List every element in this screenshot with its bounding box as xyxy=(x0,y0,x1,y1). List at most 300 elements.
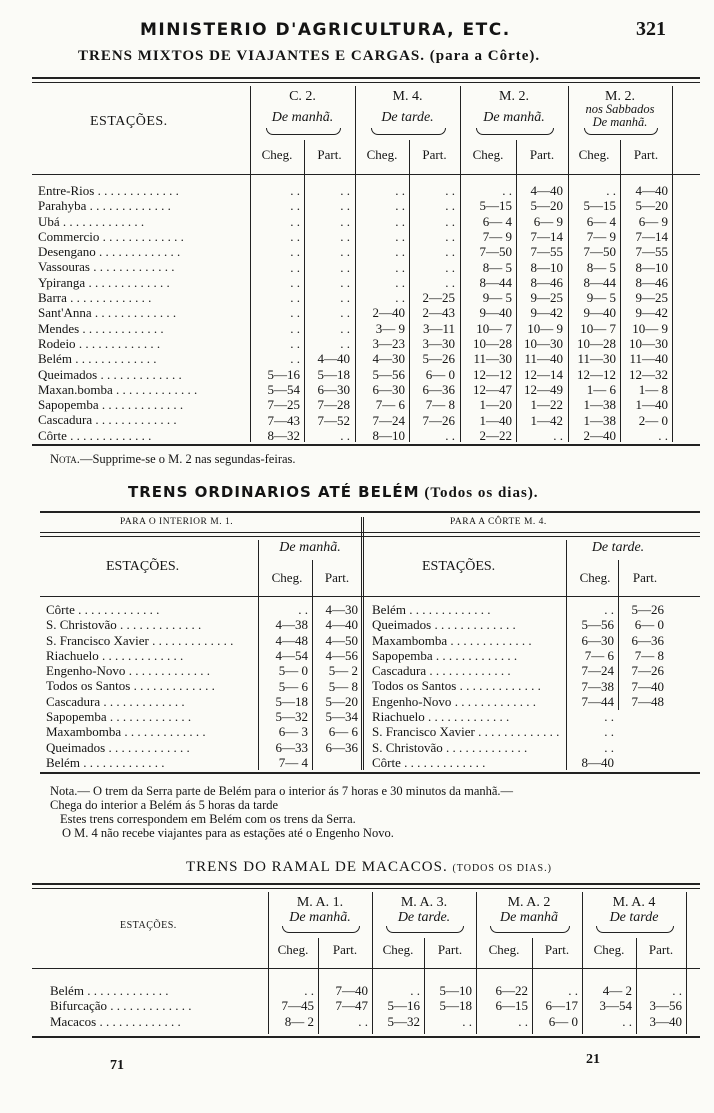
table1-cell: . . xyxy=(445,183,455,198)
station-name: Cascadura xyxy=(38,412,93,428)
table1-col4-part: Part. xyxy=(633,147,659,162)
running-title: MINISTERIO D'AGRICULTURA, ETC. xyxy=(140,20,511,40)
leader-dots: . . . . . . . . . . . . . xyxy=(105,739,190,755)
table1-cell: 1—20 xyxy=(479,397,512,413)
table3-cell: . . xyxy=(462,1013,472,1029)
table2-cell: . . xyxy=(298,602,308,617)
table1-cell: 10— 7 xyxy=(476,320,512,336)
table3-col1-part: Part. xyxy=(332,942,358,957)
table3-col1-code: M. A. 1. xyxy=(296,895,344,910)
table2-cell: 5—56 xyxy=(581,617,614,633)
table2-cell: 6—36 xyxy=(325,739,358,755)
table3-col3-cheg: Cheg. xyxy=(488,942,520,957)
station-name: Maxambomba xyxy=(372,632,448,648)
leader-dots: . . . . . . . . . . . . . xyxy=(97,366,182,382)
table2-head-rule-2 xyxy=(40,536,700,537)
table1-cell: 3—23 xyxy=(372,336,405,351)
table1-col1-cheg: Cheg. xyxy=(261,147,293,162)
t2-lnames-0 xyxy=(46,602,252,617)
t2-lnames-9 xyxy=(46,740,252,755)
leader-dots: . . . . . . . . . . . . . xyxy=(86,198,171,214)
table2-cell: 7—40 xyxy=(631,678,664,694)
footer-left-signature: 71 xyxy=(110,1058,124,1073)
table1-cell: 8—10 xyxy=(372,427,405,443)
table2-cell: 5—34 xyxy=(325,709,358,725)
table1-cell: . . xyxy=(290,259,300,275)
table2-right-cheg: Cheg. xyxy=(579,570,611,585)
table1-cell: . . xyxy=(445,274,455,290)
t2-rnames-10 xyxy=(372,755,560,770)
table1-cell: 1—38 xyxy=(583,397,616,413)
table1-cell: . . xyxy=(290,183,300,198)
station-name: Bifurcação xyxy=(50,998,108,1014)
table1-cell: . . xyxy=(290,351,300,367)
table1-cell: 7— 9 xyxy=(482,228,512,244)
table2-cell: 5—26 xyxy=(631,602,664,617)
table1-col1-code: C. 2. xyxy=(289,89,316,104)
station-name: Engenho-Novo xyxy=(46,663,126,679)
table2-cell: 5—18 xyxy=(275,693,308,709)
table3-col4-brace xyxy=(596,926,674,933)
table1-cell: 3—11 xyxy=(422,320,455,336)
leader-dots: . . . . . . . . . . . . . xyxy=(100,693,185,709)
table1-cell: . . xyxy=(395,259,405,275)
station-name: Todos os Santos xyxy=(372,678,457,694)
table1-cell: 6—36 xyxy=(422,381,455,397)
table1-cell: 10— 9 xyxy=(632,320,668,336)
table1-cell: . . xyxy=(395,198,405,214)
table2-right-time: De tarde. xyxy=(591,540,645,555)
table3-col3-code: M. A. 2 xyxy=(507,895,551,910)
t2-rnames-1 xyxy=(372,617,560,632)
table2-cell: 5— 8 xyxy=(328,678,358,694)
leader-dots: . . . . . . . . . . . . . xyxy=(107,998,192,1014)
table1-cell: 7—55 xyxy=(530,244,563,260)
leader-dots: . . . . . . . . . . . . . xyxy=(91,305,177,321)
table1-cell: 11—30 xyxy=(577,351,616,367)
station-name: Côrte xyxy=(38,427,67,443)
station-name: Queimados xyxy=(38,366,98,382)
table1-cell: 1—40 xyxy=(479,412,512,428)
table1-cell: . . xyxy=(445,228,455,244)
table1-cell: 6— 4 xyxy=(482,213,512,229)
station-name: Belém xyxy=(50,983,84,998)
table1-cell: 7—26 xyxy=(422,412,455,428)
page-number: 321 xyxy=(636,18,666,40)
table3-title-suffix: (TODOS OS DIAS.) xyxy=(452,863,552,874)
table3-cell: 8— 2 xyxy=(284,1013,314,1029)
station-name: Commercio xyxy=(38,228,100,244)
t3-vline-right xyxy=(686,892,687,1034)
table3-cell: . . xyxy=(622,1013,632,1029)
leader-dots: . . . . . . . . . . . . . xyxy=(456,678,541,694)
station-name: Ubá xyxy=(38,213,60,229)
table1-cell: 10—28 xyxy=(473,336,512,351)
table1-col4-code: M. 2. xyxy=(605,89,635,104)
table3-cell: 5—16 xyxy=(387,998,420,1014)
t2-rnames-4 xyxy=(372,663,560,678)
table3-top-rule xyxy=(32,883,700,885)
leader-dots: . . . . . . . . . . . . . xyxy=(98,647,184,663)
leader-dots: . . . . . . . . . . . . . xyxy=(59,213,145,229)
t3-names-0 xyxy=(50,983,256,998)
table1-cell: 9—40 xyxy=(583,305,616,321)
table2-cell: 7— 8 xyxy=(634,647,664,663)
table1-title xyxy=(78,48,540,65)
table2-note-2: Chega do interior a Belém ás 5 horas da tarde xyxy=(50,798,279,812)
table1-cell: . . xyxy=(340,427,350,443)
t1-names-10 xyxy=(38,336,244,351)
table3-col2-part: Part. xyxy=(437,942,463,957)
leader-dots: . . . . . . . . . . . . . xyxy=(405,602,491,617)
table1-station-names xyxy=(38,183,244,443)
t1-names-14 xyxy=(38,397,244,412)
leader-dots: . . . . . . . . . . . . . xyxy=(74,602,160,617)
table1-cell: 12—47 xyxy=(473,381,512,397)
table1-cell: . . xyxy=(502,183,512,198)
table2-title-main: TRENS ORDINARIOS ATÉ BELÉM xyxy=(128,483,420,501)
leader-dots: . . . . . . . . . . . . . xyxy=(121,724,206,740)
table1-cell: 7— 9 xyxy=(586,228,616,244)
table1-top-rule xyxy=(32,77,700,79)
table1-cell: 2—43 xyxy=(422,305,455,321)
t2-lnames-6 xyxy=(46,694,252,709)
table1-note-label: Nota. xyxy=(50,452,80,466)
leader-dots: . . . . . . . . . . . . . xyxy=(94,183,179,198)
table1-cell: 8—46 xyxy=(530,274,563,290)
table1-note xyxy=(50,452,296,467)
table2-cell: 8—40 xyxy=(581,755,614,770)
table1-col1-brace xyxy=(266,128,341,135)
table3-cell: 6— 0 xyxy=(548,1013,578,1029)
table1-cell: 12—12 xyxy=(473,366,512,382)
table1-cell: 8—46 xyxy=(635,274,668,290)
table1-cell: 10— 7 xyxy=(580,320,616,336)
table2-cell: 5— 0 xyxy=(278,663,308,679)
table1-cell: . . xyxy=(445,198,455,214)
t2-vline-mid xyxy=(361,517,364,770)
t2-lnames-8 xyxy=(46,724,252,739)
table1-cell: . . xyxy=(395,244,405,260)
t1-names-12 xyxy=(38,367,244,382)
t2-lnames-2 xyxy=(46,633,252,648)
table2-cell: 7— 6 xyxy=(584,647,614,663)
table2-cell: 7— 4 xyxy=(278,755,308,770)
table2-title xyxy=(128,483,539,502)
table3-top-rule-2 xyxy=(32,888,700,889)
table1-cell: . . xyxy=(395,228,405,244)
table1-col2-time: De tarde. xyxy=(381,110,434,125)
table1-cell: . . xyxy=(290,198,300,214)
table1-cell: 4—40 xyxy=(635,183,668,198)
station-name: S. Francisco Xavier xyxy=(372,724,475,740)
table3-cell: . . xyxy=(410,983,420,998)
table1-cell: 9—42 xyxy=(530,305,563,321)
table1-cell: . . xyxy=(553,427,563,443)
table1-cell: 7—25 xyxy=(267,397,300,413)
t2-rnames-2 xyxy=(372,633,560,648)
table1-cell: . . xyxy=(395,183,405,198)
t1-names-15 xyxy=(38,412,244,427)
table2-cell: 4—40 xyxy=(325,617,358,633)
table1-cell: 1— 8 xyxy=(638,381,668,397)
station-name: Belém xyxy=(38,351,72,367)
table2-cell: 7—44 xyxy=(581,693,614,709)
table1-cell: 5—20 xyxy=(635,198,668,214)
table2-cell: 4—56 xyxy=(325,647,358,663)
table1-cell: 7—50 xyxy=(583,244,616,260)
table1-cell: . . xyxy=(340,183,350,198)
t2-rnames-9 xyxy=(372,740,560,755)
table1-top-rule-2 xyxy=(32,82,700,83)
table3-cell: 7—45 xyxy=(281,998,314,1014)
leader-dots: . . . . . . . . . . . . . xyxy=(451,693,536,709)
t1-names-5 xyxy=(38,259,244,274)
table1-stations-label: ESTAÇÕES. xyxy=(90,114,168,129)
table1-head-rule xyxy=(32,174,700,175)
table1-cell: 8—10 xyxy=(530,259,563,275)
table2-left-part: Part. xyxy=(324,570,350,585)
table3-cell: 5—18 xyxy=(439,998,472,1014)
table1-cell: 12—49 xyxy=(524,381,563,397)
station-name: Maxambomba xyxy=(46,724,122,740)
table1-cell: . . xyxy=(340,244,350,260)
station-name: Ypiranga xyxy=(38,274,86,290)
table1-cell: 7— 6 xyxy=(375,397,405,413)
table2-cell: 4—48 xyxy=(275,632,308,648)
table1-cell: 8— 5 xyxy=(586,259,616,275)
t3-names-2 xyxy=(50,1014,256,1029)
table1-title-suffix: (para a Côrte). xyxy=(429,48,541,64)
table1-cell: . . xyxy=(658,427,668,443)
station-name: Queimados xyxy=(46,739,106,755)
table1-cell: 7—24 xyxy=(372,412,405,428)
table1-cell: 4—40 xyxy=(530,183,563,198)
table1-cell: 4—30 xyxy=(372,351,405,367)
table2-body-rule xyxy=(40,596,700,597)
table1-cell: 5—26 xyxy=(422,351,455,367)
table1-cell: . . xyxy=(340,320,350,336)
table3-title-main: TRENS DO RAMAL DE MACACOS. xyxy=(186,859,448,875)
station-name: Entre-Rios xyxy=(38,183,95,198)
station-name: Cascadura xyxy=(46,693,101,709)
t3-names-1 xyxy=(50,998,256,1013)
table3-col1-cheg: Cheg. xyxy=(277,942,309,957)
table1-cell: 11—40 xyxy=(629,351,668,367)
station-name: Parahyba xyxy=(38,198,87,214)
leader-dots: . . . . . . . . . . . . . xyxy=(79,754,165,770)
table1-cell: 7— 8 xyxy=(425,397,455,413)
table1-cell: 8—10 xyxy=(635,259,668,275)
table1-cell: . . xyxy=(445,244,455,260)
leader-dots: . . . . . . . . . . . . . xyxy=(83,983,169,998)
table1-col4-cheg: Cheg. xyxy=(578,147,610,162)
table1-col3-code: M. 2. xyxy=(499,89,529,104)
table1-cell: 2— 0 xyxy=(638,412,668,428)
t2-rnames-5 xyxy=(372,678,560,693)
table2-cell: 7—24 xyxy=(581,663,614,679)
table3-col1-brace xyxy=(282,926,360,933)
leader-dots: . . . . . . . . . . . . . xyxy=(98,397,184,413)
station-name: Riachuelo xyxy=(46,647,99,663)
table2-cell: 4—38 xyxy=(275,617,308,633)
table3-cell: 5—32 xyxy=(387,1013,420,1029)
table3-col2-cheg: Cheg. xyxy=(382,942,414,957)
table1-col1-part: Part. xyxy=(317,147,342,162)
table1-cell: . . xyxy=(290,274,300,290)
table1-note-text: —Supprime-se o M. 2 nas segundas-feiras. xyxy=(79,452,296,466)
station-name: Rodeio xyxy=(38,335,76,351)
table1-cell: 9—25 xyxy=(635,290,668,306)
table1-cell: . . xyxy=(290,336,300,351)
t1-names-4 xyxy=(38,244,244,259)
table1-col3-cheg: Cheg. xyxy=(472,147,504,162)
station-name: Queimados xyxy=(372,617,432,633)
table1-cell: 10— 9 xyxy=(527,320,563,336)
table1-cell: . . xyxy=(290,244,300,260)
table1-cell: 10—30 xyxy=(524,336,563,351)
table2-cell: . . xyxy=(604,602,614,617)
station-name: Maxan.bomba xyxy=(38,381,113,397)
table2-title-suffix: (Todos os dias). xyxy=(424,485,539,501)
table1-cell: . . xyxy=(395,274,405,290)
table2-cell: . . xyxy=(604,724,614,740)
table2-right-stations-label: ESTAÇÕES. xyxy=(422,559,496,574)
table1-cell: 6—30 xyxy=(372,381,405,397)
table2-cell: 6— 6 xyxy=(328,724,358,740)
table2-left-stations-label: ESTAÇÕES. xyxy=(106,559,180,574)
table1-cell: 2—40 xyxy=(372,305,405,321)
table1-cell: . . xyxy=(395,290,405,306)
station-name: Sapopemba xyxy=(46,709,107,725)
station-name: Belém xyxy=(372,602,406,617)
table2-cell: 7—48 xyxy=(631,693,664,709)
leader-dots: . . . . . . . . . . . . . xyxy=(92,412,177,428)
t2-rnames-0 xyxy=(372,602,560,617)
table1-col4-time: De manhã. xyxy=(592,115,648,129)
table1-cell: 5—15 xyxy=(479,198,512,214)
table1-cell: 1—38 xyxy=(583,412,616,428)
table1-cell: . . xyxy=(290,320,300,336)
table3-col3-part: Part. xyxy=(544,942,570,957)
table1-cell: 2—40 xyxy=(583,427,616,443)
t2-lnames-10 xyxy=(46,755,252,770)
table3-col3-brace xyxy=(490,926,570,933)
table2-cell: 6— 3 xyxy=(278,724,308,740)
t1-names-11 xyxy=(38,351,244,366)
t1-vline-right xyxy=(672,86,673,442)
table2-head-rule-1 xyxy=(40,532,700,533)
table3-cell: 6—15 xyxy=(495,998,528,1014)
station-name: S. Christovão xyxy=(46,617,117,633)
table3-cell: 4— 2 xyxy=(602,983,632,998)
station-name: Mendes xyxy=(38,320,80,336)
table1-cell: 4—40 xyxy=(317,351,350,367)
table2-left-time: De manhã. xyxy=(279,540,341,555)
table1-cell: 1—40 xyxy=(635,397,668,413)
table1-cell: 1—22 xyxy=(530,397,563,413)
t1-names-13 xyxy=(38,382,244,397)
table1-cell: 9— 5 xyxy=(482,290,512,306)
table3-cell: 6—22 xyxy=(495,983,528,998)
leader-dots: . . . . . . . . . . . . . xyxy=(85,274,170,290)
table1-cell: . . xyxy=(290,290,300,306)
leader-dots: . . . . . . . . . . . . . xyxy=(106,709,192,725)
table2-cell: 5—20 xyxy=(325,693,358,709)
table1-cell: 5—56 xyxy=(372,366,405,382)
table2-cell: . . xyxy=(604,739,614,755)
table3-col2-brace xyxy=(386,926,464,933)
table1-cell: 3—30 xyxy=(422,336,455,351)
leader-dots: . . . . . . . . . . . . . xyxy=(95,244,181,260)
table1-cell: 12—32 xyxy=(629,366,668,382)
table2-left-head: PARA O INTERIOR M. 1. xyxy=(120,517,234,527)
table3-col1-time: De manhã. xyxy=(289,910,351,925)
t1-names-1 xyxy=(38,198,244,213)
station-name: Engenho-Novo xyxy=(372,693,452,709)
table1-cell: 9—42 xyxy=(635,305,668,321)
table1-cell: 11—40 xyxy=(524,351,563,367)
station-name: Vassouras xyxy=(38,259,90,275)
t1-names-6 xyxy=(38,275,244,290)
table1-cell: 11—30 xyxy=(473,351,512,367)
leader-dots: . . . . . . . . . . . . . xyxy=(130,678,215,694)
t2-lnames-3 xyxy=(46,648,252,663)
table1-cell: 1—42 xyxy=(530,412,563,428)
table2-cell: 6—30 xyxy=(581,632,614,648)
table1-col4-code-note: nos Sabbados xyxy=(585,102,655,116)
station-name: Cascadura xyxy=(372,663,427,679)
table1-cell: . . xyxy=(340,305,350,321)
table2-right-part: Part. xyxy=(632,570,658,585)
table1-cell: 10—30 xyxy=(629,336,668,351)
table1-title-main: TRENS MIXTOS DE VIAJANTES E CARGAS. xyxy=(78,48,426,64)
leader-dots: . . . . . . . . . . . . . xyxy=(79,320,164,336)
table1-cell: . . xyxy=(445,213,455,229)
leader-dots: . . . . . . . . . . . . . xyxy=(66,427,152,443)
station-name: Sant'Anna xyxy=(38,305,92,321)
leader-dots: . . . . . . . . . . . . . xyxy=(112,381,198,397)
table1-cell: . . xyxy=(290,305,300,321)
table1-cell: 12—14 xyxy=(524,366,563,382)
t1-names-7 xyxy=(38,290,244,305)
table2-left-station-names xyxy=(46,602,252,770)
table3-cell: 7—47 xyxy=(335,998,368,1014)
table1-cell: 10—28 xyxy=(577,336,616,351)
table1-cell: 8—32 xyxy=(267,427,300,443)
leader-dots: . . . . . . . . . . . . . xyxy=(71,351,157,367)
table3-col3-time: De manhã xyxy=(500,910,558,925)
leader-dots: . . . . . . . . . . . . . xyxy=(447,632,532,648)
leader-dots: . . . . . . . . . . . . . xyxy=(90,259,175,275)
table2-right-station-names xyxy=(372,602,560,770)
table2-cell: 6— 0 xyxy=(634,617,664,633)
table1-cell: 7—52 xyxy=(317,412,350,428)
t2-rnames-7 xyxy=(372,709,560,724)
table2-cell: 6—33 xyxy=(275,739,308,755)
leader-dots: . . . . . . . . . . . . . xyxy=(424,709,510,725)
table3-cell: 6—17 xyxy=(545,998,578,1014)
station-name: Riachuelo xyxy=(372,709,425,725)
station-name: S. Francisco Xavier xyxy=(46,632,149,648)
table3-cell: . . xyxy=(568,983,578,998)
station-name: Belém xyxy=(46,754,80,770)
table1-cell: 7—43 xyxy=(267,412,300,428)
leader-dots: . . . . . . . . . . . . . xyxy=(431,617,516,633)
table1-cell: . . xyxy=(340,336,350,351)
leader-dots: . . . . . . . . . . . . . xyxy=(66,290,152,306)
table1-cell: 7—55 xyxy=(635,244,668,260)
